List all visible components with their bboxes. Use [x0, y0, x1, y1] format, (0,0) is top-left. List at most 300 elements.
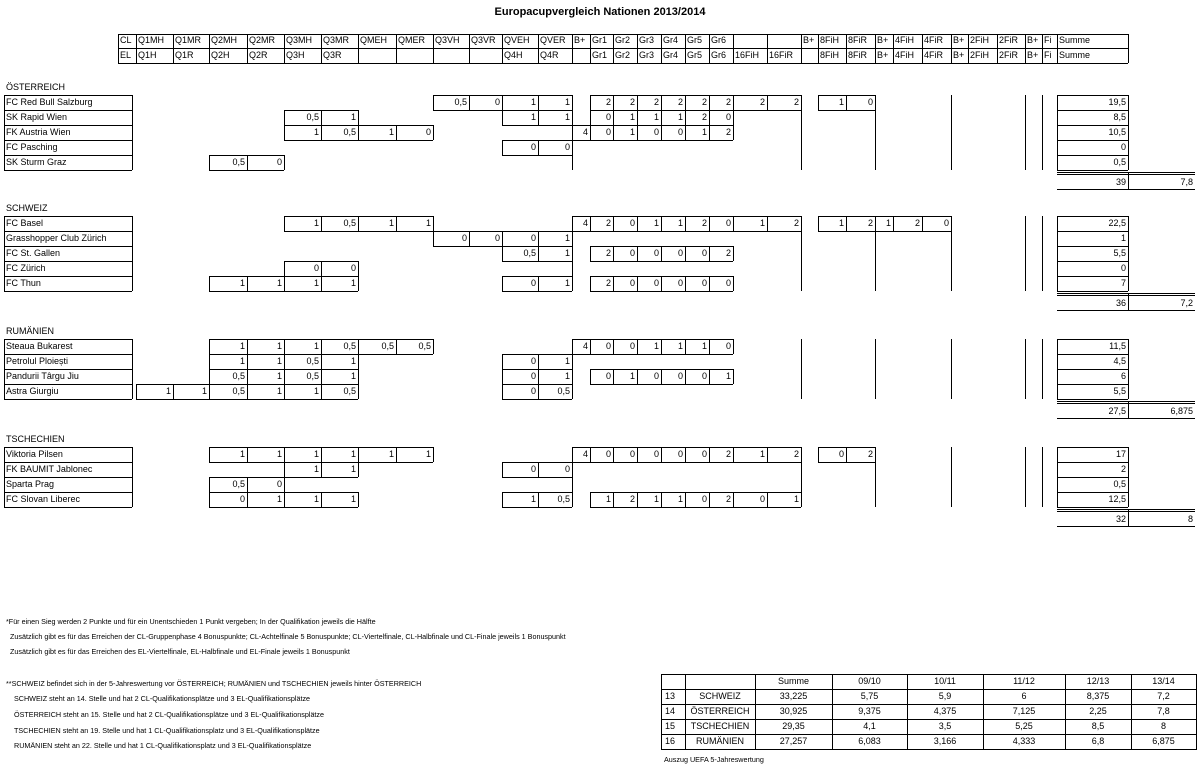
- uefa-value: 30,925: [779, 706, 808, 716]
- grid-line: [502, 95, 503, 110]
- grid-line: [284, 462, 321, 463]
- grid-line: [1057, 310, 1195, 311]
- score-cell: 1: [564, 371, 570, 381]
- grid-line: [321, 354, 358, 355]
- header-cell-q3vr: Q3VR: [471, 35, 496, 45]
- grid-line: [818, 447, 819, 462]
- grid-line: [685, 110, 709, 111]
- grid-line: [875, 231, 893, 232]
- grid-line: [209, 276, 247, 277]
- score-cell: 0: [701, 371, 707, 381]
- score-cell: 0: [629, 449, 635, 459]
- score-cell: 1: [425, 449, 431, 459]
- grid-line: [590, 354, 613, 355]
- grid-line: [968, 34, 969, 63]
- score-cell: 1: [239, 341, 245, 351]
- grid-line: [685, 507, 709, 508]
- grid-line: [572, 140, 573, 155]
- grid-line: [637, 140, 661, 141]
- grid-line: [502, 155, 538, 156]
- grid-line: [685, 231, 709, 232]
- grid-line: [733, 492, 734, 507]
- grid-line: [685, 216, 709, 217]
- grid-line: [247, 369, 284, 370]
- grid-line: [709, 95, 710, 110]
- grid-line: [709, 384, 733, 385]
- grid-line: [637, 110, 661, 111]
- note-schweiz: SCHWEIZ steht an 14. Stelle und hat 2 CL-Qualifikationsplätze und 3 EL-Qualifikationsplätze: [14, 694, 311, 703]
- grid-line: [709, 110, 733, 111]
- grid-line: [685, 354, 709, 355]
- grid-line: [433, 447, 434, 462]
- grid-line: [1057, 526, 1195, 527]
- page-title: Europacupvergleich Nationen 2013/2014: [494, 6, 706, 18]
- grid-line: [733, 110, 734, 125]
- uefa-header: 10/11: [934, 676, 956, 686]
- score-cell: 1: [759, 449, 765, 459]
- grid-line: [247, 384, 284, 385]
- grid-line: [613, 125, 637, 126]
- grid-line: [613, 140, 637, 141]
- grid-line: [433, 339, 434, 354]
- header-cell-q3vh: Q3VH: [435, 35, 460, 45]
- header-cell-gr3: Gr3: [639, 35, 655, 45]
- grid-line: [590, 110, 613, 111]
- grid-line: [801, 339, 802, 399]
- grid-line: [132, 216, 133, 291]
- header-cell-q1mr: Q1MR: [175, 35, 202, 45]
- grid-line: [767, 216, 801, 217]
- grid-line: [321, 276, 358, 277]
- grid-line: [538, 384, 572, 385]
- grid-line: [321, 125, 322, 140]
- header-cell-q2mr: Q2MR: [249, 35, 276, 45]
- score-cell: 1: [313, 218, 319, 228]
- uefa-value: 5,25: [1015, 721, 1033, 731]
- score-cell: 2: [629, 97, 635, 107]
- header-cell-summe: Summe: [1059, 35, 1091, 45]
- grid-line: [358, 125, 396, 126]
- grid-line: [284, 399, 321, 400]
- grid-line: [709, 246, 710, 261]
- grid-line: [358, 369, 359, 384]
- grid-line: [590, 369, 613, 370]
- grid-line: [396, 447, 433, 448]
- grid-line: [733, 246, 734, 261]
- grid-line: [502, 291, 538, 292]
- team-name: FK BAUMIT Jablonec: [6, 464, 93, 474]
- grid-line: [767, 492, 801, 493]
- grid-line: [637, 369, 661, 370]
- grid-line: [132, 447, 133, 507]
- grid-line: [247, 447, 248, 462]
- grid-line: [613, 462, 637, 463]
- grid-line: [801, 216, 802, 231]
- grid-line: [502, 492, 538, 493]
- score-cell: 1: [677, 494, 683, 504]
- grid-line: [709, 447, 710, 462]
- score-cell: 2: [605, 97, 611, 107]
- grid-line: [951, 447, 952, 507]
- header-cell-q2mh: Q2MH: [211, 35, 238, 45]
- score-cell: 1: [313, 127, 319, 137]
- grid-line: [733, 276, 734, 291]
- grid-line: [846, 216, 847, 231]
- header-cell-gr2: Gr2: [615, 35, 631, 45]
- grid-line: [502, 507, 538, 508]
- score-cell: 1: [564, 97, 570, 107]
- grid-line: [538, 291, 572, 292]
- grid-line: [396, 339, 397, 354]
- grid-line: [893, 34, 894, 63]
- note-points: *Für einen Sieg werden 2 Punkte und für ein Unentschieden 1 Punkt vergeben; In der Qualifikation jeweils die Hälfte: [6, 617, 376, 626]
- grid-line: [247, 155, 284, 156]
- score-cell: 2: [677, 97, 683, 107]
- grid-line: [733, 447, 767, 448]
- grid-line: [1042, 447, 1043, 507]
- grid-line: [321, 384, 358, 385]
- score-cell: 0,5: [454, 97, 467, 107]
- grid-line: [590, 447, 613, 448]
- grid-line: [4, 170, 132, 171]
- grid-line: [358, 110, 359, 125]
- uefa-value: 7,2: [1157, 691, 1170, 701]
- grid-line: [358, 492, 359, 507]
- grid-line: [433, 231, 469, 232]
- grid-line: [572, 354, 590, 355]
- grid-line: [469, 34, 470, 63]
- grid-line: [893, 216, 894, 231]
- grid-line: [284, 369, 321, 370]
- header-cell-gr3: Gr3: [639, 50, 655, 60]
- grid-line: [209, 354, 247, 355]
- score-cell: 2: [867, 218, 873, 228]
- grid-line: [685, 276, 709, 277]
- score-cell: 0: [629, 218, 635, 228]
- score-cell: 2: [725, 97, 731, 107]
- score-cell: 0: [494, 233, 500, 243]
- grid-line: [358, 216, 396, 217]
- grid-line: [637, 125, 661, 126]
- grid-line: [767, 95, 768, 110]
- country-coefficient: 8: [1187, 514, 1193, 524]
- header-cell-gr4: Gr4: [663, 35, 679, 45]
- grid-line: [709, 369, 733, 370]
- grid-line: [590, 276, 613, 277]
- score-cell: 0: [530, 371, 536, 381]
- uefa-value: 7,125: [1012, 706, 1036, 716]
- grid-line: [502, 34, 503, 63]
- grid-line: [209, 155, 210, 170]
- grid-line: [951, 216, 952, 231]
- grid-line: [396, 339, 433, 340]
- grid-line: [661, 749, 1196, 750]
- team-total: 17: [1115, 449, 1126, 459]
- grid-line: [502, 462, 503, 477]
- grid-line: [709, 339, 710, 354]
- grid-line: [661, 447, 662, 462]
- grid-line: [572, 462, 590, 463]
- grid-line: [396, 462, 433, 463]
- uefa-header: 11/12: [1013, 676, 1035, 686]
- score-cell: 2: [605, 278, 611, 288]
- uefa-value: 5,75: [860, 691, 879, 701]
- grid-line: [661, 674, 662, 750]
- grid-line: [433, 110, 469, 111]
- score-cell: 2: [914, 218, 920, 228]
- grid-line: [613, 339, 637, 340]
- grid-line: [572, 95, 573, 110]
- grid-line: [1057, 291, 1128, 292]
- grid-line: [247, 477, 248, 492]
- grid-line: [818, 447, 846, 448]
- grid-line: [637, 216, 661, 217]
- header-cell-fi: Fi: [1044, 50, 1052, 60]
- grid-line: [209, 339, 210, 354]
- grid-line: [685, 339, 709, 340]
- score-cell: 1: [530, 97, 536, 107]
- grid-line: [209, 492, 210, 507]
- grid-line: [4, 507, 132, 508]
- note-ranking: **SCHWEIZ befindet sich in der 5-Jahreswertung vor ÖSTERREICH; RUMÄNIEN und TSCHECHIEN jeweils hinter ÖSTERREICH: [6, 679, 422, 688]
- score-cell: 0: [494, 97, 500, 107]
- uefa-value: 8,5: [1091, 721, 1105, 731]
- grid-line: [613, 447, 614, 462]
- grid-line: [637, 369, 638, 384]
- header-cell-gr5: Gr5: [687, 35, 703, 45]
- team-name: Astra Giurgiu: [6, 386, 59, 396]
- grid-line: [538, 354, 572, 355]
- grid-line: [538, 246, 539, 261]
- header-cell-q3mh: Q3MH: [286, 35, 313, 45]
- grid-line: [136, 34, 137, 63]
- grid-line: [502, 231, 503, 246]
- score-cell: 4: [582, 449, 588, 459]
- grid-line: [685, 125, 709, 126]
- score-cell: 0: [677, 127, 683, 137]
- grid-line: [590, 384, 613, 385]
- grid-line: [284, 110, 285, 125]
- team-name: Grasshopper Club Zürich: [6, 233, 107, 243]
- grid-line: [284, 354, 285, 369]
- uefa-caption: Auszug UEFA 5-Jahreswertung: [664, 755, 764, 764]
- grid-line: [637, 216, 638, 231]
- grid-line: [661, 369, 685, 370]
- grid-line: [661, 339, 662, 354]
- uefa-value: 9,375: [858, 706, 881, 716]
- uefa-value: 5,9: [938, 691, 952, 701]
- grid-line: [538, 276, 539, 291]
- grid-line: [572, 216, 573, 231]
- grid-line: [502, 231, 538, 232]
- grid-line: [685, 492, 686, 507]
- grid-line: [502, 384, 538, 385]
- header-cell-8fir: 8FiR: [848, 50, 868, 60]
- uefa-value: 8: [1160, 721, 1166, 731]
- score-cell: 0: [605, 341, 611, 351]
- score-cell: 0: [239, 494, 245, 504]
- grid-line: [1128, 509, 1129, 526]
- grid-line: [661, 34, 662, 63]
- grid-line: [538, 399, 572, 400]
- score-cell: 0: [725, 341, 731, 351]
- grid-line: [538, 492, 572, 493]
- score-cell: 2: [793, 97, 799, 107]
- header-cell-q3r: Q3R: [323, 50, 342, 60]
- grid-line: [709, 216, 710, 231]
- grid-line: [685, 246, 709, 247]
- grid-line: [358, 384, 359, 399]
- team-name: FC Basel: [6, 218, 44, 228]
- grid-line: [538, 369, 572, 370]
- grid-line: [358, 216, 359, 231]
- grid-line: [613, 339, 614, 354]
- grid-line: [502, 384, 503, 399]
- grid-line: [572, 384, 573, 399]
- score-cell: 4: [582, 127, 588, 137]
- score-cell: 1: [350, 356, 356, 366]
- grid-line: [801, 95, 802, 110]
- grid-line: [502, 261, 538, 262]
- grid-line: [321, 110, 358, 111]
- header-cell-q3h: Q3H: [286, 50, 305, 60]
- uefa-header: 12/13: [1086, 676, 1110, 686]
- grid-line: [209, 170, 247, 171]
- score-cell: 1: [605, 494, 611, 504]
- grid-line: [637, 261, 661, 262]
- grid-line: [572, 276, 573, 291]
- grid-line: [284, 125, 321, 126]
- grid-line: [613, 369, 614, 384]
- grid-line: [284, 34, 285, 63]
- grid-line: [538, 34, 539, 63]
- score-cell: 0,5: [343, 341, 356, 351]
- grid-line: [209, 369, 210, 384]
- grid-line: [685, 216, 686, 231]
- grid-line: [1057, 507, 1128, 508]
- grid-line: [733, 216, 734, 231]
- grid-line: [818, 462, 846, 463]
- grid-line: [209, 399, 247, 400]
- grid-line: [209, 354, 210, 369]
- grid-line: [709, 492, 710, 507]
- score-cell: 0,5: [232, 157, 245, 167]
- grid-line: [538, 125, 572, 126]
- score-cell: 1: [201, 386, 207, 396]
- grid-line: [1025, 216, 1026, 291]
- score-cell: 1: [629, 371, 635, 381]
- grid-line: [846, 462, 875, 463]
- team-total: 2: [1120, 464, 1126, 474]
- grid-line: [685, 384, 709, 385]
- header-cell-16fih: 16FiH: [735, 50, 760, 60]
- grid-line: [118, 48, 1128, 49]
- grid-line: [590, 339, 613, 340]
- header-cell-b: B+: [953, 35, 965, 45]
- grid-line: [321, 261, 358, 262]
- grid-line: [1131, 674, 1132, 750]
- grid-line: [284, 231, 321, 232]
- uefa-value: 6,8: [1091, 736, 1105, 746]
- grid-line: [907, 674, 908, 750]
- grid-line: [661, 246, 685, 247]
- grid-line: [590, 125, 591, 140]
- score-cell: 2: [701, 112, 707, 122]
- grid-line: [709, 291, 733, 292]
- grid-line: [997, 34, 998, 63]
- grid-line: [613, 231, 637, 232]
- grid-line: [709, 261, 733, 262]
- grid-line: [502, 125, 538, 126]
- grid-line: [685, 95, 686, 110]
- grid-line: [1128, 401, 1129, 418]
- grid-line: [1128, 34, 1129, 63]
- grid-line: [1128, 172, 1129, 189]
- grid-line: [661, 719, 1196, 720]
- grid-line: [733, 95, 767, 96]
- grid-line: [247, 447, 284, 448]
- grid-line: [1025, 95, 1026, 170]
- header-cell-b: B+: [877, 35, 889, 45]
- score-cell: 1: [564, 112, 570, 122]
- grid-line: [637, 339, 638, 354]
- team-name: Sparta Prag: [6, 479, 55, 489]
- grid-line: [661, 276, 662, 291]
- score-cell: 1: [313, 464, 319, 474]
- grid-line: [661, 110, 662, 125]
- grid-line: [818, 216, 846, 217]
- grid-line: [733, 492, 767, 493]
- grid-line: [502, 246, 538, 247]
- score-cell: 0: [605, 371, 611, 381]
- header-cell-gr6: Gr6: [711, 50, 727, 60]
- header-cell-b: B+: [1027, 50, 1039, 60]
- grid-line: [209, 507, 247, 508]
- grid-line: [502, 462, 538, 463]
- grid-line: [247, 477, 284, 478]
- grid-line: [613, 384, 637, 385]
- grid-line: [733, 507, 767, 508]
- score-cell: 1: [564, 233, 570, 243]
- grid-line: [637, 95, 638, 110]
- grid-line: [572, 231, 573, 246]
- score-cell: 0: [677, 248, 683, 258]
- uefa-value: 4,333: [1012, 736, 1036, 746]
- grid-line: [502, 354, 538, 355]
- grid-line: [358, 462, 396, 463]
- grid-line: [590, 492, 591, 507]
- grid-line: [590, 261, 613, 262]
- uefa-value: 7,8: [1157, 706, 1170, 716]
- score-cell: 1: [388, 449, 394, 459]
- team-name: Viktoria Pilsen: [6, 449, 63, 459]
- grid-line: [767, 216, 768, 231]
- grid-line: [247, 339, 284, 340]
- country-heading: TSCHECHIEN: [6, 434, 65, 444]
- uefa-rank: 16: [665, 736, 676, 746]
- grid-line: [469, 95, 470, 110]
- score-cell: 0: [759, 494, 765, 504]
- grid-line: [590, 507, 613, 508]
- grid-line: [613, 95, 614, 110]
- grid-line: [685, 140, 709, 141]
- grid-line: [321, 339, 358, 340]
- grid-line: [637, 34, 638, 63]
- uefa-country: SCHWEIZ: [699, 691, 741, 701]
- country-coefficient: 7,2: [1180, 298, 1193, 308]
- grid-line: [321, 462, 358, 463]
- grid-line: [321, 384, 322, 399]
